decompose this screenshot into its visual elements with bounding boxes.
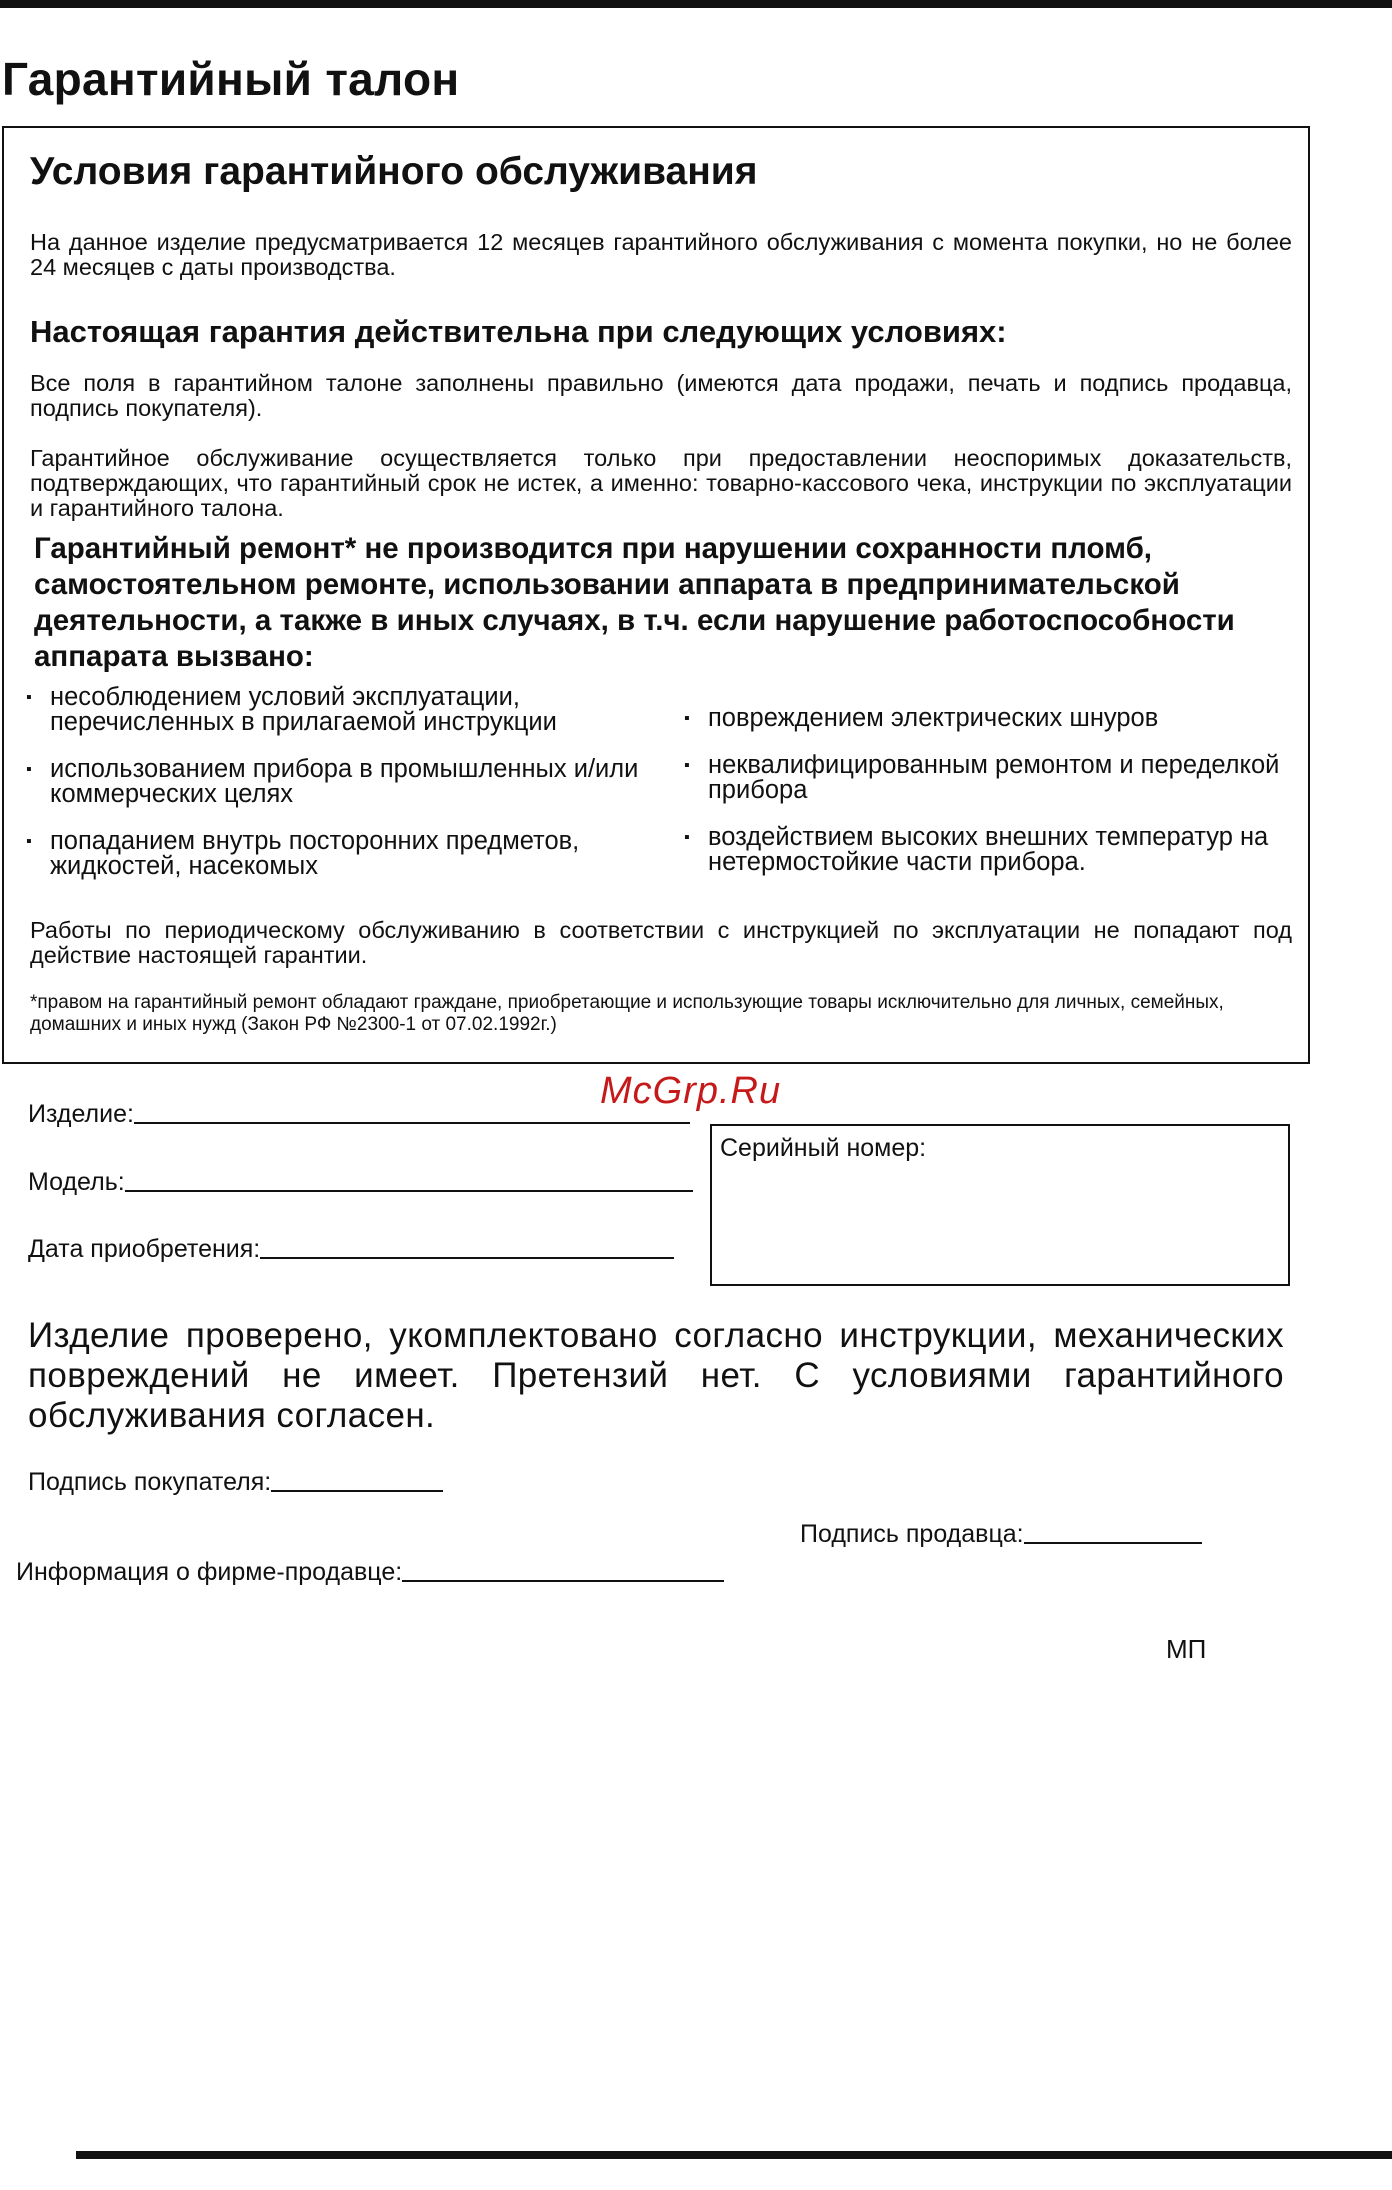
terms-heading: Условия гарантийного обслуживания bbox=[30, 150, 758, 193]
conditions-heading: Настоящая гарантия действительна при следующих условиях: bbox=[30, 314, 1007, 349]
seller-signature-line[interactable] bbox=[1024, 1542, 1202, 1544]
list-item: ▪ несоблюдением условий эксплуатации, перечисленных в прилагаемой инструкции bbox=[26, 685, 646, 735]
maintenance-note: Работы по периодическому обслуживанию в соответствии с инструкцией по эксплуатации не попадают под действие настоящей гарантии. bbox=[30, 917, 1292, 968]
buyer-signature-line[interactable] bbox=[271, 1490, 443, 1492]
stamp-place-label: МП bbox=[1166, 1634, 1207, 1664]
seller-signature-label: Подпись продавца: bbox=[800, 1520, 1024, 1548]
seller-signature-field[interactable] bbox=[800, 1520, 1202, 1549]
legal-footnote: *правом на гарантийный ремонт обладают граждане, приобретающие и использующие товары исключительно для личных, семейных, домашних и иных нужд (Закон РФ №2300-1 от 07.02.1992г.) bbox=[30, 992, 1224, 1035]
top-border-rule bbox=[0, 0, 1392, 8]
list-item: ▪ повреждением электрических шнуров bbox=[684, 706, 1294, 731]
condition-proof-text: Гарантийное обслуживание осуществляется только при предоставлении неоспоримых доказательств, подтверждающих, что гарантийный срок не истек, а именно: товарно-кассового чека, инструкции по эксплуатации и гарантийного талона. bbox=[30, 445, 1292, 521]
list-item: ▪ неквалифицированным ремонтом и переделкой прибора bbox=[684, 753, 1294, 803]
list-item: ▪ воздействием высоких внешних температур на нетермостойкие части прибора. bbox=[684, 825, 1294, 875]
list-item: ▪ попаданием внутрь посторонних предметов, жидкостей, насекомых bbox=[26, 829, 646, 879]
page-title: Гарантийный талон bbox=[2, 53, 460, 105]
bottom-border-rule bbox=[76, 2151, 1392, 2159]
repair-exclusion-text: Гарантийный ремонт* не производится при нарушении сохранности пломб, самостоятельном ремонте, использовании аппарата в предпринимательской деятельности, а также в иных случаях, в т.ч. если нарушение работоспособности аппарата вызвано: bbox=[34, 532, 1235, 673]
purchase-date-field-line[interactable] bbox=[260, 1257, 674, 1259]
serial-number-label: Серийный номер: bbox=[720, 1134, 927, 1162]
model-field-line[interactable] bbox=[125, 1190, 693, 1192]
condition-fields-text: Все поля в гарантийном талоне заполнены правильно (имеются дата продажи, печать и подпись продавца, подпись покупателя). bbox=[30, 370, 1292, 421]
acceptance-statement: Изделие проверено, укомплектовано согласно инструкции, механических повреждений не имеет. Претензий нет. С условиями гарантийного обслуживания согласен. bbox=[28, 1316, 1284, 1435]
product-field[interactable] bbox=[28, 1100, 690, 1129]
buyer-signature-label: Подпись покупателя: bbox=[28, 1468, 272, 1496]
seller-info-label: Информация о фирме-продавце: bbox=[16, 1558, 403, 1586]
exclusion-list-left bbox=[26, 685, 646, 901]
product-field-label: Изделие: bbox=[28, 1100, 134, 1128]
model-field-label: Модель: bbox=[28, 1168, 125, 1196]
warranty-terms-box bbox=[2, 126, 1310, 1064]
product-field-line[interactable] bbox=[134, 1122, 690, 1124]
exclusion-list-right bbox=[684, 706, 1294, 897]
seller-info-field[interactable] bbox=[16, 1558, 724, 1587]
serial-number-box[interactable] bbox=[710, 1124, 1290, 1286]
buyer-signature-field[interactable] bbox=[28, 1468, 443, 1497]
warranty-period-text: На данное изделие предусматривается 12 месяцев гарантийного обслуживания с момента покупки, но не более 24 месяцев с даты производства. bbox=[30, 229, 1292, 280]
model-field[interactable] bbox=[28, 1168, 693, 1197]
seller-info-line[interactable] bbox=[402, 1580, 724, 1582]
watermark-logo: McGrp.Ru bbox=[600, 1070, 782, 1112]
list-item: ▪ использованием прибора в промышленных и/или коммерческих целях bbox=[26, 757, 646, 807]
purchase-date-field-label: Дата приобретения: bbox=[28, 1235, 261, 1263]
purchase-date-field[interactable] bbox=[28, 1235, 674, 1264]
